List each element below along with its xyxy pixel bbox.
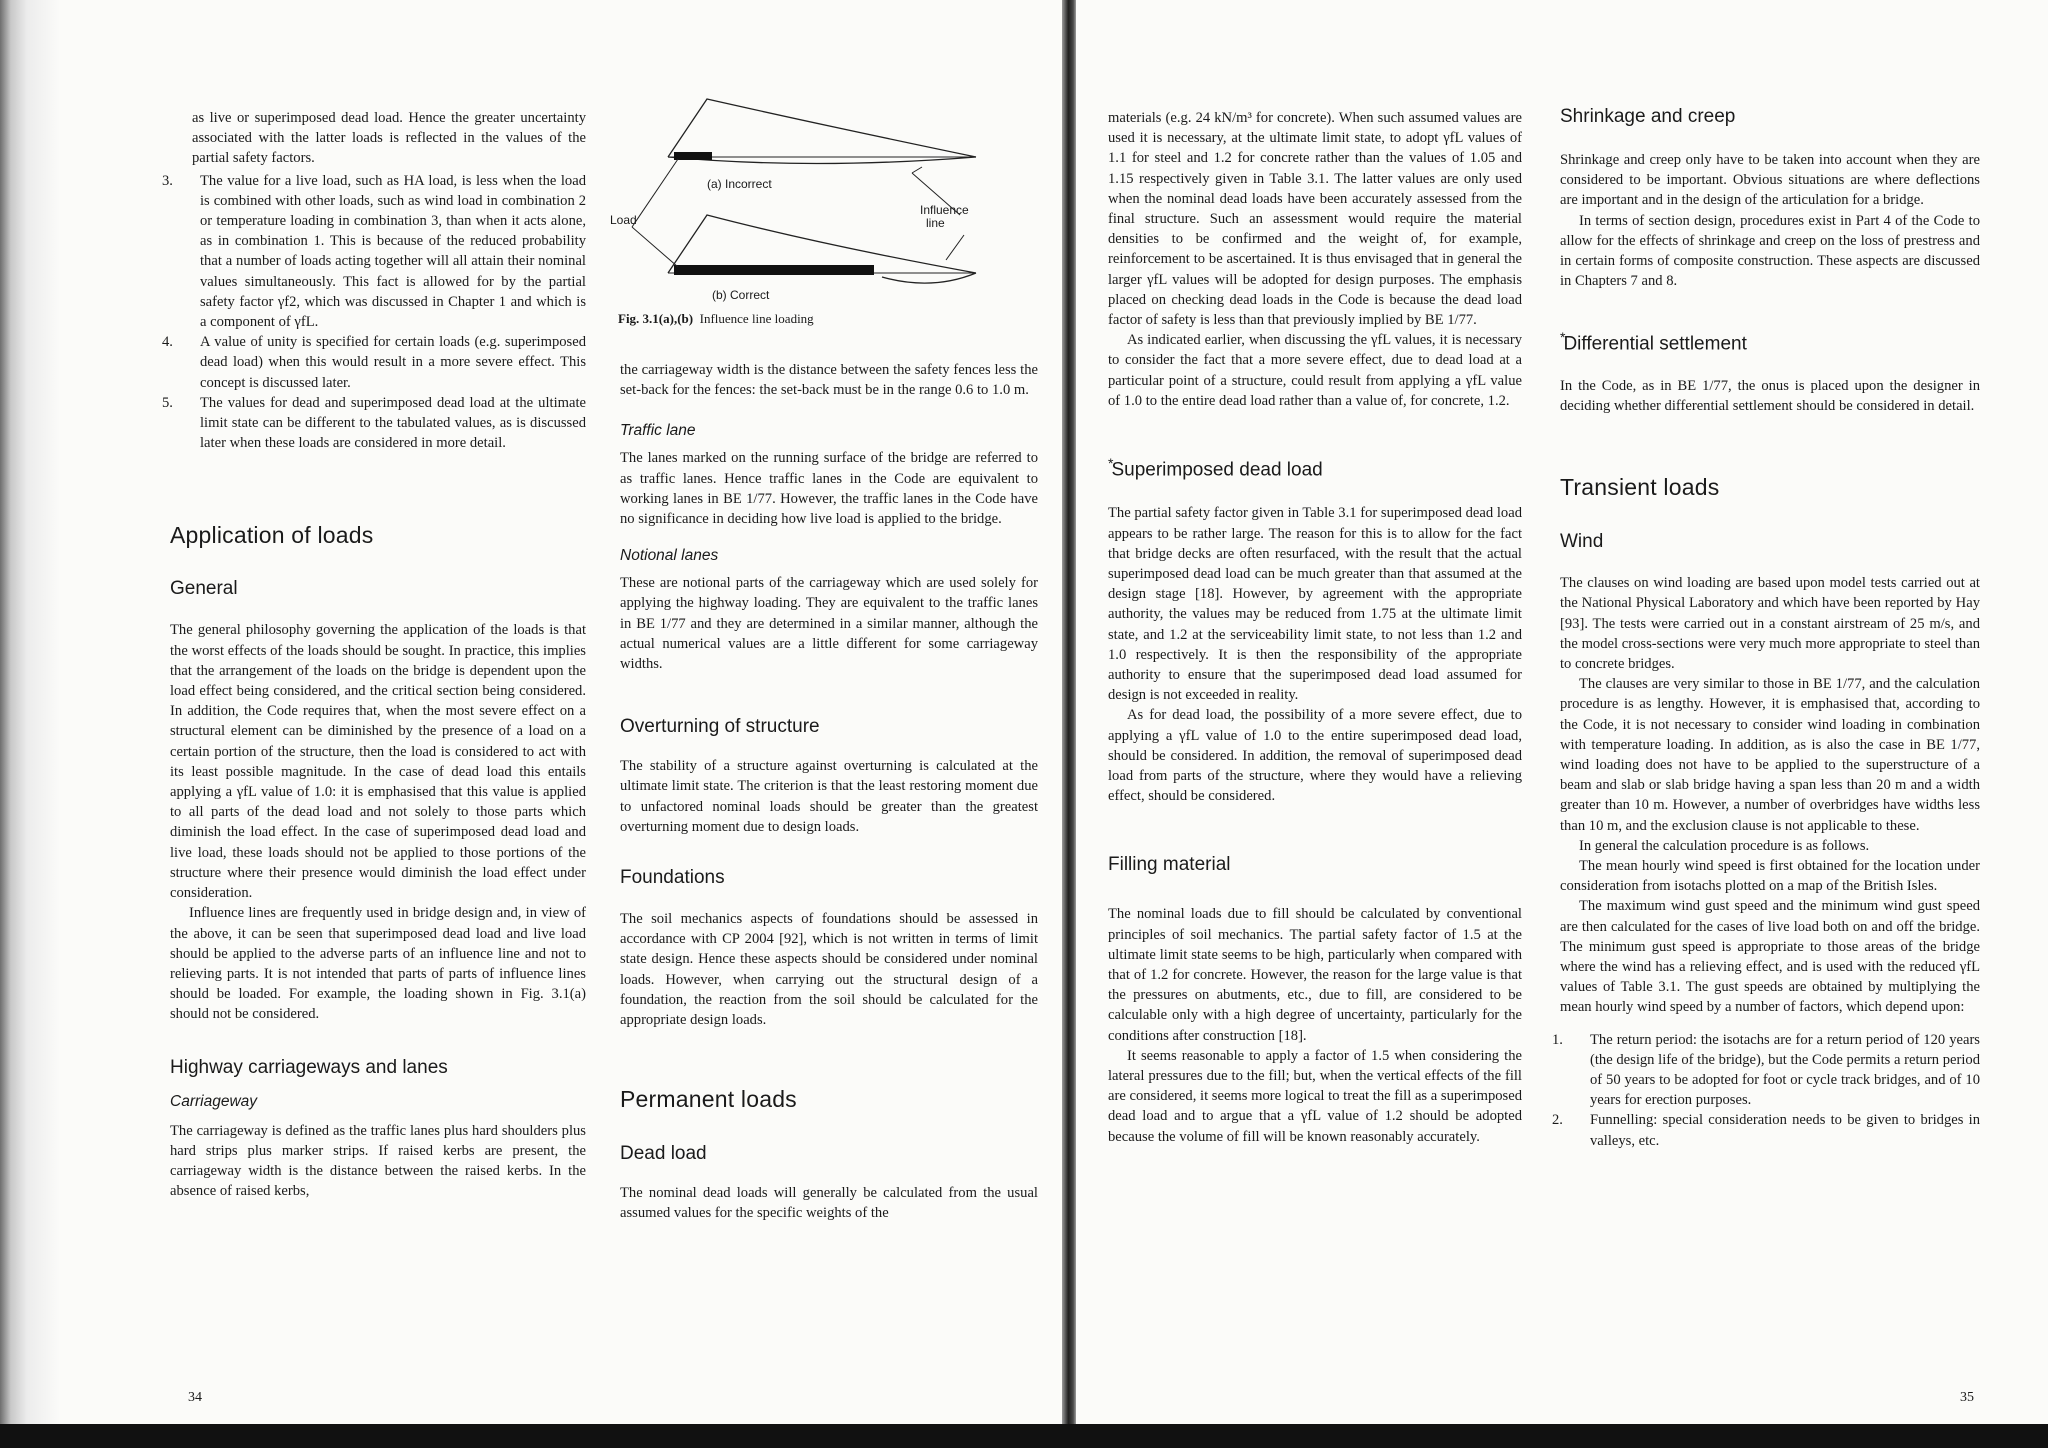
list-item: 5. The values for dead and superimposed dead load at the ultimate limit state can be different to the tabulated values, as is discussed later when these loads are considered in more detail. [162, 394, 586, 452]
heading-general: General [170, 578, 238, 600]
figure-caption-number: Fig. 3.1(a),(b) [618, 311, 694, 326]
heading-carriageway: Carriageway [170, 1092, 258, 1110]
page-number-left: 34 [188, 1390, 202, 1405]
wind-paragraph-5: The maximum wind gust speed and the minimum wind gust speed are then calculated for the cases of live load both on and off the bridge. The minimum gust speed is appropriate to those areas of the bridge where the wind has a relieving effect, and is used with the reduced γfL values of Table 3.1. The gust speeds are obtained by multiplying the mean hourly wind speed by a number of factors, which depend upon: [1560, 898, 1980, 1016]
influence-pointer-b [946, 235, 964, 260]
heading-application-of-loads: Application of loads [170, 522, 374, 549]
heading-filling-material: Filling material [1108, 854, 1231, 876]
shrinkage-paragraph-1: Shrinkage and creep only have to be taken into account when they are considered to be important. Obvious situations are where deflections are important and in the design of the articulation for a bridge. [1560, 152, 1980, 209]
load-pointer-a [632, 159, 678, 227]
left-page-column-1 [162, 108, 586, 1201]
scan-bottom-edge [0, 1424, 2048, 1448]
differential-paragraph: In the Code, as in BE 1/77, the onus is placed upon the designer in deciding whether differential settlement should be considered in detail. [1560, 377, 1980, 414]
fig-label-load: Load [610, 213, 637, 227]
dead-load-paragraph-2: As indicated earlier, when discussing the γfL values, it is necessary to consider the fact that a more severe effect, due to dead load at a particular point of a structure, could result from applying a γfL value of 1.0 to the entire dead load rather than a value of, for concrete, 1.2. [1108, 332, 1522, 409]
asterisk-mark: * [1560, 329, 1566, 346]
fig-label-incorrect: (a) Incorrect [707, 177, 772, 191]
fig-b-load-block [674, 265, 874, 275]
superimposed-paragraph-2: As for dead load, the possibility of a more severe effect, due to applying a γfL value of 1.0 to the entire superimposed dead load, should be considered. In addition, the removal of superimposed dead load from parts of the structure, where they would have a relieving effect, should be considered. [1108, 707, 1522, 805]
figure-caption-text: Influence line loading [699, 311, 814, 326]
wind-paragraph-2: The clauses are very similar to those in BE 1/77, and the calculation procedure is as lengthy. However, it is emphasised that, according to the Code, it is not necessary to consider wind loading in combination with temperature loading. In addition, as is also the case in BE 1/77, wind loading does not have to be applied to the superstructure of a beam and slab or slab bridge having a span less than 20 m and a width greater than 10 m. However, a number of overbridges have widths less than 10 m, and the exclusion clause is not applicable to these. [1560, 676, 1980, 834]
carriageway-paragraph: The carriageway is defined as the traffic lanes plus hard shoulders plus hard strips plus marker strips. If raised kerbs are present, the carriageway width is the distance between the raised kerbs. In the absence of raised kerbs, [170, 1122, 586, 1200]
wind-paragraph-3: In general the calculation procedure is as follows. [1579, 837, 1870, 854]
fig-a-influence-line-positive [668, 99, 976, 157]
general-paragraph-1: The general philosophy governing the application of the loads is that the worst effects of the loads should be sought. In practice, this implies that the arrangement of the loads on the bridge is dependent upon the load effect being considered, and the critical section being considered. In addition, the Code requires that, when the most severe effect on a structural element can be diminished by the presence of a load on a certain portion of the structure, then the load is considered to act with its least possible magnitude. In the case of dead load this entails applying a γfL value of 1.0: it is emphasised that this value is applied to all parts of the dead load and not solely to those parts which diminish the load effect. In the case of superimposed dead load and live load, these loads should not be applied to those portions of the structure where their presence would diminish the load effect under consideration. [170, 622, 586, 902]
right-page-column-2 [1552, 106, 1980, 1151]
heading-differential-settlement: *Differential settlement [1560, 329, 1747, 355]
heading-permanent-loads: Permanent loads [620, 1086, 797, 1113]
influence-line-diagram [612, 95, 1032, 305]
heading-transient-loads: Transient loads [1560, 474, 1720, 501]
dead-load-paragraph: The nominal dead loads will generally be calculated from the usual assumed values for the specific weights of the [620, 1185, 1038, 1222]
heading-foundations: Foundations [620, 867, 725, 889]
heading-highway-carriageways: Highway carriageways and lanes [170, 1056, 448, 1078]
list-item: 2. Funnelling: special consideration needs to be given to bridges in valleys, etc. [1552, 1112, 1980, 1149]
fig-label-line: line [926, 216, 945, 230]
dead-load-continued: materials (e.g. 24 kN/m³ for concrete). When such assumed values are used it is necessary, at the ultimate limit state, to adopt γfL values of 1.1 for steel and 1.2 for concrete rather than the values of 1.05 and 1.15 respectively given in Table 3.1. The latter values are only used when the nominal dead loads have been accurately assessed from the final structure. Such an assessment would require the material densities to be confirmed and the weight of, for example, reinforcement to be ascertained. It is thus envisaged that in general the larger γfL values will be adopted for design purposes. The emphasis placed on checking dead loads in the Code is because the dead load factor of safety is less than that previously implied by BE 1/77. [1108, 110, 1522, 329]
foundations-paragraph: The soil mechanics aspects of foundations should be assessed in accordance with CP 2004 [92], which is not written in terms of limit state design. Hence these aspects should be considered under nominal loads. However, when carrying out the structural design of a foundation, the reaction from the soil should be calculated for the appropriate design loads. [620, 911, 1038, 1029]
fig-a-influence-line-negative [668, 157, 976, 164]
list-item: 1. The return period: the isotachs are for a return period of 120 years (the design life of the bridge), but the Code permits a return period of 50 years to be adopted for foot or cycle track bridges, and of 10 years for erection purposes. [1552, 1031, 1980, 1109]
fig-label-influence: Influence [920, 203, 969, 217]
left-page-column-2 [620, 360, 1038, 1224]
general-paragraph-2: Influence lines are frequently used in bridge design and, in view of the above, it can be seen that superimposed dead load and live load should be applied to the adverse parts of an influence line and not to relieving parts. It is not intended that parts of parts of influence lines should be loaded. For example, the loading shown in Fig. 3.1(a) should not be considered. [170, 905, 586, 1023]
superimposed-paragraph-1: The partial safety factor given in Table 3.1 for superimposed dead load appears to be rather large. The reason for this is to allow for the fact that bridge decks are often resurfaced, with the result that the actual superimposed dead load can be much greater than that assumed at the design stage [18]. However, by agreement with the appropriate authority, the values may be reduced from 1.75 at the ultimate limit state, and 1.2 at the serviceability limit state, to not less than 1.2 and 1.0 respectively. It is then the responsibility of the appropriate authority to ensure that the superimposed dead load assumed for design is not exceeded in reality. [1108, 505, 1522, 704]
figure-influence-line [612, 95, 1032, 335]
intro-text: as live or superimposed dead load. Hence the greater uncertainty associated with the latter loads is reflected in the values of the partial safety factors. [192, 110, 586, 167]
heading-superimposed-dead-load: *Superimposed dead load [1108, 455, 1323, 481]
filling-paragraph-1: The nominal loads due to fill should be calculated by conventional principles of soil mechanics. The partial safety factor of 1.5 at the ultimate limit state seems to be high, particularly when compared with that of 1.2 for concrete. However, the reason for the large value is that the pressures on abutments, etc., due to fill, are considered to be calculable only with a high degree of uncertainty, particularly for the conditions after construction [18]. [1108, 906, 1522, 1044]
notional-lanes-paragraph: These are notional parts of the carriageway which are used solely for applying the highway loading. They are equivalent to the traffic lanes in BE 1/77 and they are determined in a similar manner, although the actual numerical values are a little different for some carriageway widths. [620, 575, 1038, 673]
overturning-paragraph: The stability of a structure against overturning is calculated at the ultimate limit state. The criterion is that the least restoring moment due to unfactored nominal loads should be greater than the greatest overturning moment due to design loads. [620, 758, 1038, 835]
heading-overturning: Overturning of structure [620, 716, 820, 738]
notes-list [162, 171, 586, 454]
fig-b-influence-line-negative [882, 273, 976, 283]
heading-traffic-lane: Traffic lane [620, 422, 696, 440]
heading-shrinkage-and-creep: Shrinkage and creep [1560, 106, 1736, 127]
figure-caption [618, 311, 814, 327]
wind-paragraph-4: The mean hourly wind speed is first obtained for the location under consideration from isotachs plotted on a map of the British Isles. [1560, 858, 1980, 895]
fig-a-load-block [674, 152, 712, 160]
left-page-edge [0, 0, 60, 1448]
right-page [1076, 0, 2048, 1448]
list-item: 4. A value of unity is specified for certain loads (e.g. superimposed dead load) when this would result in a more severe effect. This concept is discussed later. [162, 334, 586, 391]
page-number-right: 35 [1960, 1390, 1974, 1405]
fig-label-correct: (b) Correct [712, 288, 770, 302]
heading-dead-load: Dead load [620, 1143, 707, 1165]
list-item: 3. The value for a live load, such as HA load, is less when the load is combined with other loads, such as wind load in combination 2 or temperature loading in combination 3, than when it acts alone, as in combination 1. This is because of the reduced probability that a number of loads acting together will all attain their nominal values simultaneously. This fact is allowed for by the partial safety factor γf2, which was discussed in Chapter 1 and which is a component of γfL. [162, 172, 586, 331]
load-pointer-b [632, 227, 678, 267]
shrinkage-paragraph-2: In terms of section design, procedures exist in Part 4 of the Code to allow for the effects of shrinkage and creep on the loss of prestress and in certain forms of composite construction. These aspects are discussed in Chapters 7 and 8. [1560, 212, 1980, 290]
influence-pointer-a [912, 167, 922, 173]
wind-paragraph-1: The clauses on wind loading are based upon model tests carried out at the National Physical Laboratory and which have been reported by Hay [93]. The tests were carried out in a constant airstream of 25 m/s, and the model cross-sections were very much more appropriate to steel than to concrete bridges. [1560, 575, 1980, 672]
right-page-column-1 [1108, 108, 1522, 1147]
carriageway-continued: the carriageway width is the distance between the safety fences less the set-back for the fences: the set-back must be in the range 0.6 to 1.0 m. [620, 362, 1038, 399]
traffic-lane-paragraph: The lanes marked on the running surface of the bridge are referred to as traffic lanes. Hence traffic lanes in the Code are equivalent to working lanes in BE 1/77. However, the traffic lanes in the Code have no significance in deciding how live load is applied to the bridge. [620, 450, 1038, 528]
heading-notional-lanes: Notional lanes [620, 547, 719, 565]
asterisk-mark: * [1108, 455, 1114, 472]
wind-factors-list [1552, 1030, 1980, 1151]
filling-paragraph-2: It seems reasonable to apply a factor of 1.5 when considering the lateral pressures due to the fill; but, when the vertical effects of the fill are considered, it seems more logical to treat the fill as a superimposed dead load and to argue that a γfL value of 1.2 should be adopted because the volume of fill will be known reasonably accurately. [1108, 1047, 1522, 1145]
heading-wind: Wind [1560, 531, 1604, 553]
